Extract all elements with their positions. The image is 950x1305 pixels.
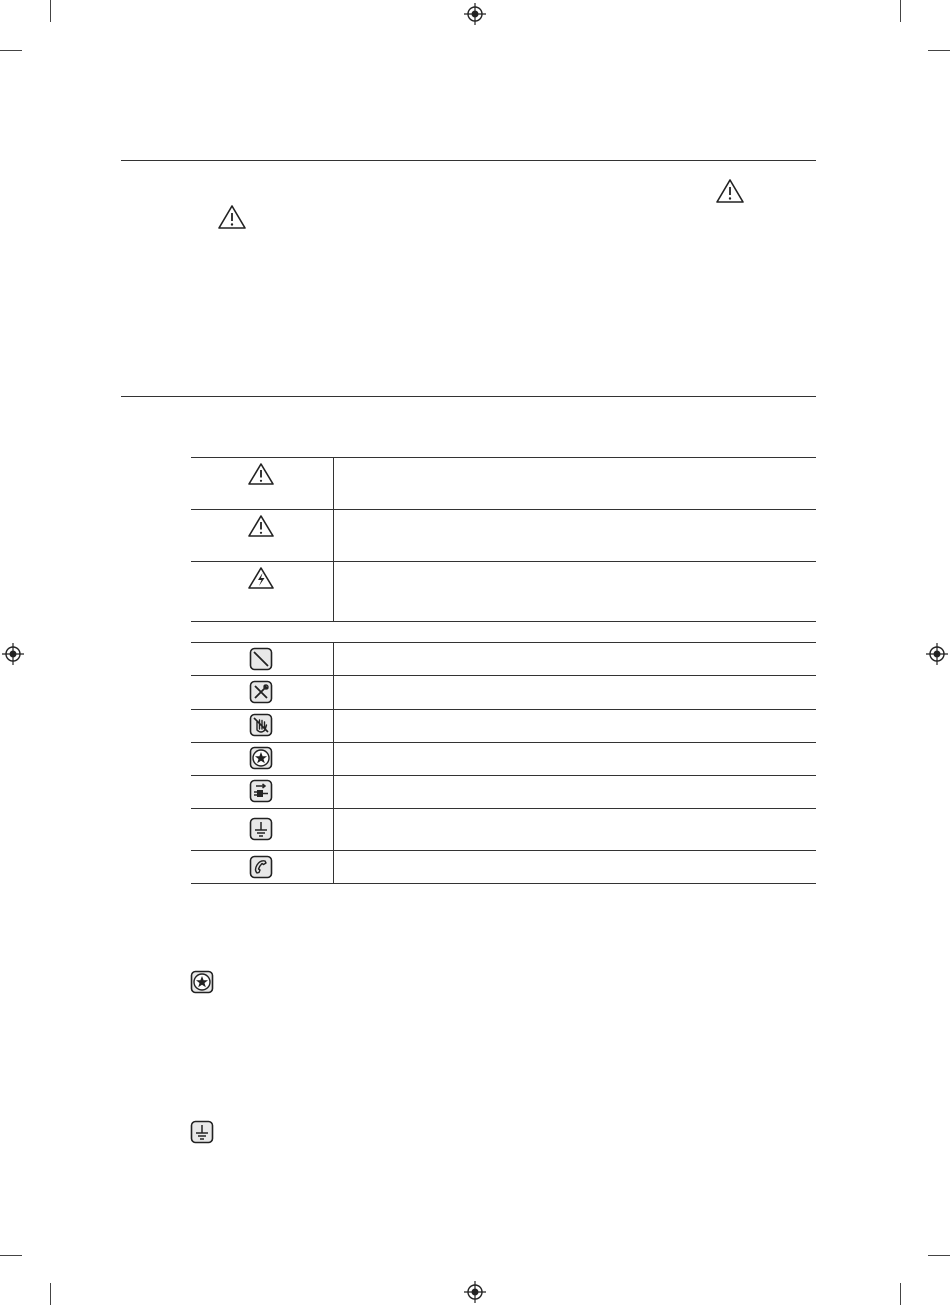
- table-rule: [191, 808, 816, 809]
- do-not-disassemble-icon: [249, 680, 273, 704]
- table-rule: [191, 883, 816, 884]
- follow-directions-icon: [249, 746, 273, 770]
- warning-triangle-icon: [247, 462, 275, 486]
- prohibited-icon: [249, 647, 273, 671]
- table-rule: [191, 675, 816, 676]
- caution-triangle-icon: [247, 514, 275, 538]
- table-rule: [191, 775, 816, 776]
- crop-mark-bottom-left-h: [0, 1255, 22, 1256]
- table-column-divider: [333, 457, 334, 621]
- crop-mark-top-right-v: [900, 0, 901, 22]
- table-rule: [191, 709, 816, 710]
- ground-icon: [249, 817, 273, 841]
- ground-icon: [190, 1120, 214, 1144]
- table-rule: [191, 642, 816, 643]
- section-divider-bottom: [121, 396, 816, 397]
- follow-directions-icon: [190, 970, 214, 994]
- crop-mark-top-right-h: [928, 50, 950, 51]
- table-rule: [191, 742, 816, 743]
- registration-mark-bottom-icon: [464, 1281, 486, 1303]
- table-rule: [191, 561, 816, 562]
- table-rule: [191, 457, 816, 458]
- crop-mark-bottom-left-v: [50, 1283, 51, 1305]
- contact-service-icon: [249, 855, 273, 879]
- crop-mark-top-left-h: [0, 50, 22, 51]
- warning-triangle-icon: [217, 204, 247, 230]
- table-rule: [191, 850, 816, 851]
- unplug-icon: [249, 779, 273, 803]
- table-column-divider: [333, 642, 334, 883]
- section-divider-top: [121, 160, 816, 161]
- do-not-touch-icon: [249, 713, 273, 737]
- table-rule: [191, 621, 816, 622]
- table-rule: [191, 509, 816, 510]
- registration-mark-left-icon: [2, 643, 24, 665]
- registration-mark-top-icon: [464, 3, 486, 25]
- crop-mark-bottom-right-h: [928, 1255, 950, 1256]
- warning-triangle-icon: [715, 178, 745, 204]
- registration-mark-right-icon: [926, 643, 948, 665]
- crop-mark-bottom-right-v: [900, 1283, 901, 1305]
- electric-shock-triangle-icon: [247, 566, 275, 590]
- crop-mark-top-left-v: [50, 0, 51, 22]
